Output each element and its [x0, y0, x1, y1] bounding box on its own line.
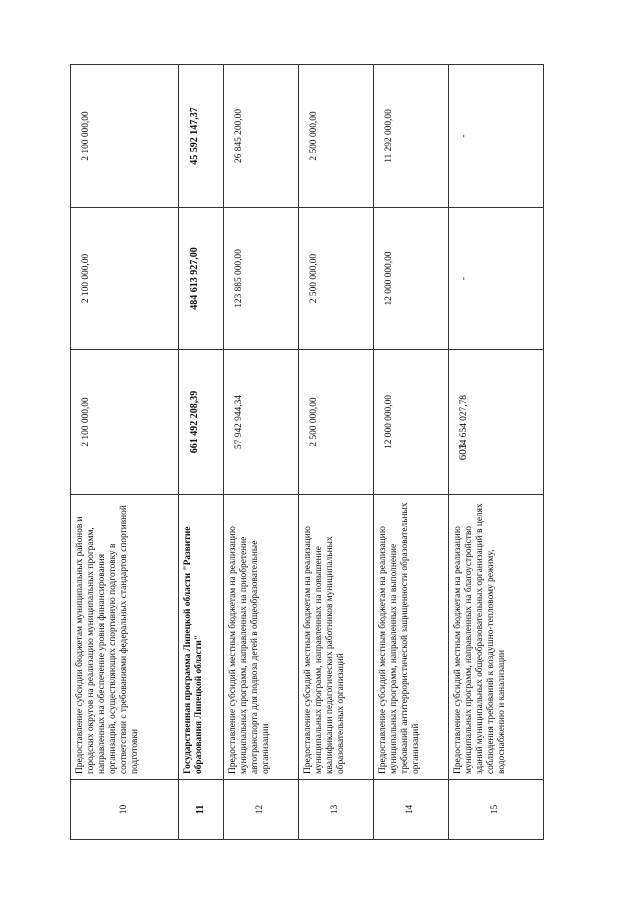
row-description: Государственная программа Липецкой области "Развитие образования Липецкой области": [179, 495, 224, 780]
amount-year-2: -: [449, 208, 544, 350]
row-description: Предоставление субсидий местным бюджетам на реализацию муниципальных программ, направленных на благоустройство зданий муниципальных общеобразовательных организаций в целях соблюдения требований к воздушно-тепловому режиму, водоснабжению и канализации: [449, 495, 544, 780]
amount-year-3: 2 500 000,00: [299, 65, 374, 208]
row-number: 13: [299, 780, 374, 840]
amount-year-2: 2 500 000,00: [299, 208, 374, 350]
row-description: Предоставление субсидий местным бюджетам на реализацию муниципальных программ, направленных на выполнение требований антитеррористической защищенности образовательных организаций: [374, 495, 449, 780]
table-row: [299, 65, 374, 840]
amount-year-3: 11 292 000,00: [374, 65, 449, 208]
amount-year-1: 2 100 000,00: [71, 350, 179, 495]
amount-year-3: 45 592 147,37: [179, 65, 224, 208]
row-description: Предоставление субсидии бюджетам муниципальных районов и городских округов на реализацию муниципальных программ, направленных на обеспечение уровня финансирования организаций, осуществляющих спортивную подготовку в соответствии с требованиями федеральных стандартов спортивной подготовки: [71, 495, 179, 780]
amount-year-1: 14 654 027,78: [449, 350, 544, 495]
table-row: [179, 65, 224, 840]
table-row: [374, 65, 449, 840]
amount-year-2: 123 885 000,00: [224, 208, 299, 350]
amount-year-1: 661 492 208,39: [179, 350, 224, 495]
row-number: 11: [179, 780, 224, 840]
table-row: [71, 65, 179, 840]
row-number: 15: [449, 780, 544, 840]
amount-year-1: 57 942 944,34: [224, 350, 299, 495]
amount-year-2: 484 613 927,00: [179, 208, 224, 350]
amount-year-3: 26 845 200,00: [224, 65, 299, 208]
row-number: 10: [71, 780, 179, 840]
amount-year-2: 2 100 000,00: [71, 208, 179, 350]
row-description: Предоставление субсидий местным бюджетам на реализацию муниципальных программ, направленных на приобретение автотранспорта для подвоза детей в общеобразовательные организации: [224, 495, 299, 780]
amount-year-1: 2 500 000,00: [299, 350, 374, 495]
row-number: 12: [224, 780, 299, 840]
row-number: 14: [374, 780, 449, 840]
amount-year-3: 2 100 000,00: [71, 65, 179, 208]
table-row: [224, 65, 299, 840]
page-number: 603: [457, 443, 469, 461]
budget-table: [70, 64, 544, 840]
table-row: [449, 65, 544, 840]
budget-table-container: [70, 65, 508, 840]
amount-year-1: 12 000 000,00: [374, 350, 449, 495]
row-description: Предоставление субсидий местным бюджетам на реализацию муниципальных программ, направленных на повышение квалификации педагогических работников муниципальных образовательных организаций: [299, 495, 374, 780]
amount-year-3: -: [449, 65, 544, 208]
amount-year-2: 12 000 000,00: [374, 208, 449, 350]
